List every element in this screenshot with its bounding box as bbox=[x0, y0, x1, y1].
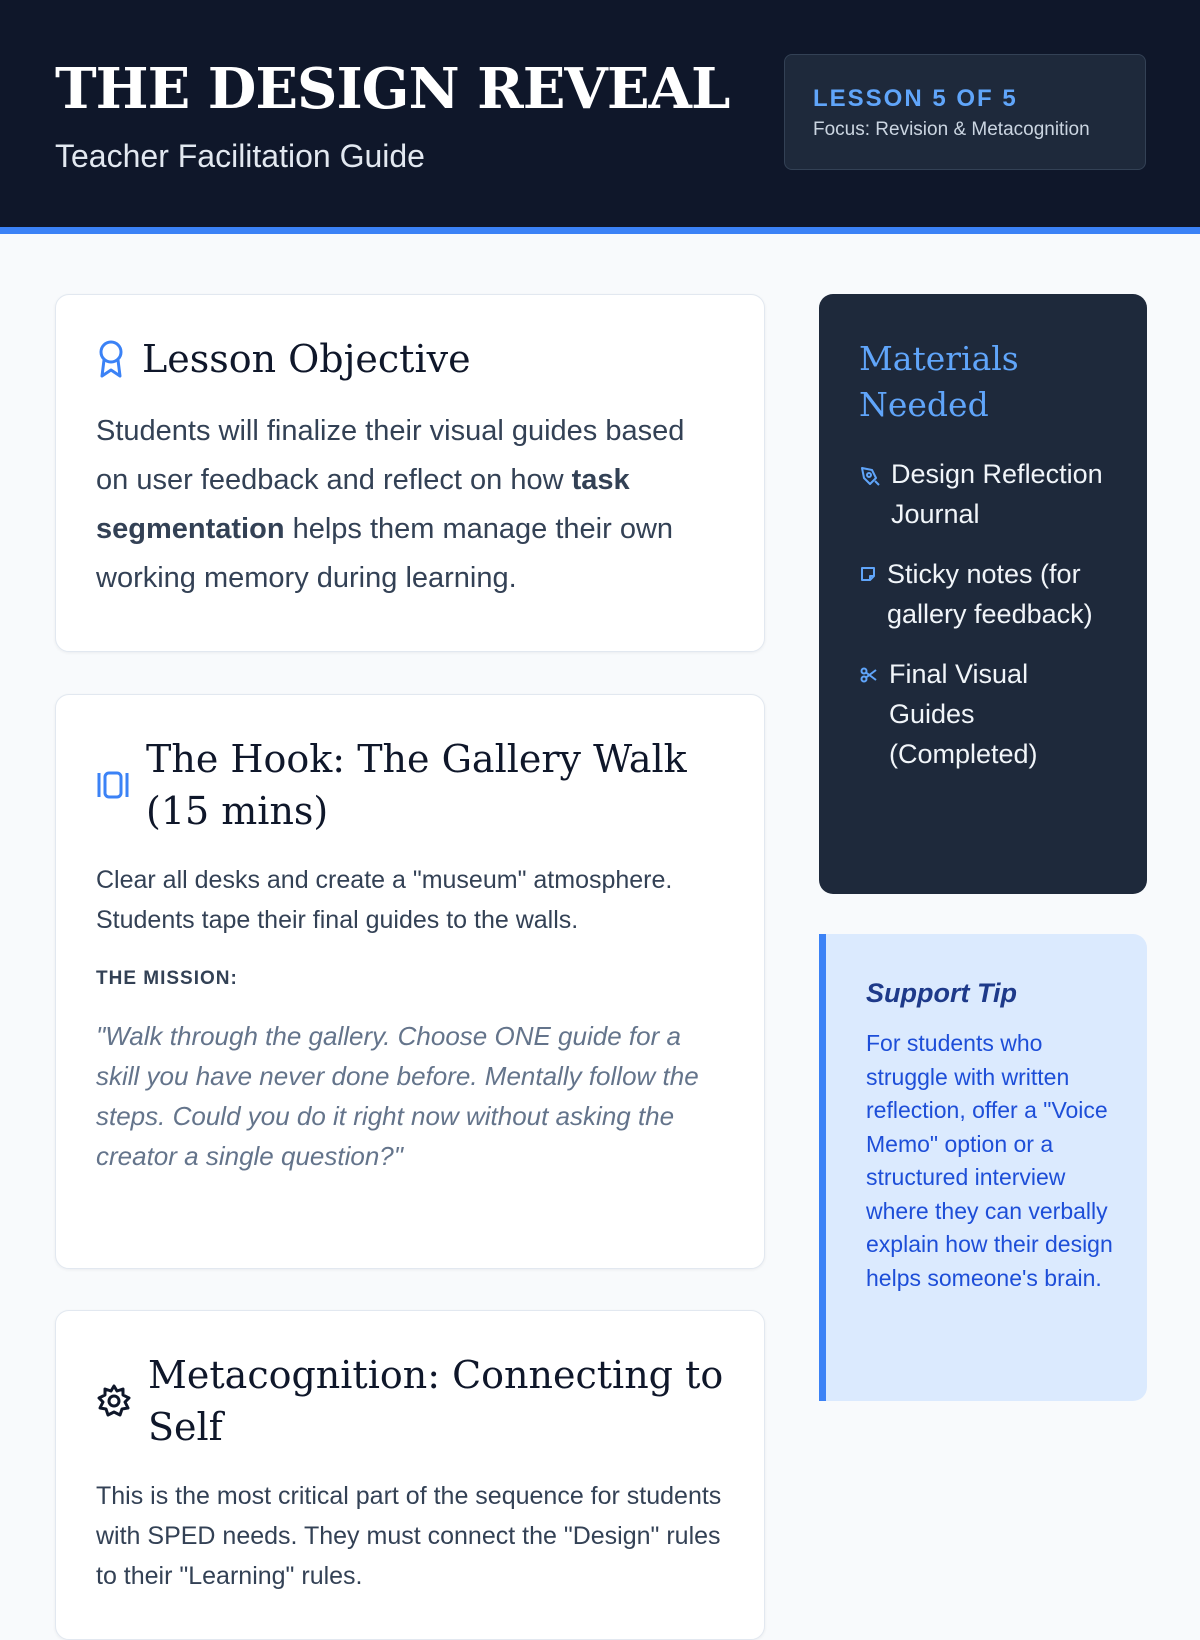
materials-panel bbox=[819, 294, 1147, 894]
hook-heading bbox=[96, 733, 724, 838]
mission-quote: "Walk through the gallery. Choose ONE guide for a skill you have never done before. Mentally follow the steps. Could you do it right now without asking the creator a single question?" bbox=[96, 1020, 699, 1171]
lesson-badge bbox=[784, 54, 1146, 170]
hook-description: Clear all desks and create a "museum" atmosphere. Students tape their final guides to the walls. bbox=[96, 865, 673, 934]
brain-gear-icon bbox=[96, 1383, 132, 1419]
lesson-focus: Focus: Revision & Metacognition bbox=[813, 119, 1090, 140]
lesson-number: LESSON 5 OF 5 bbox=[813, 85, 1018, 112]
materials-item-label: Sticky notes (for gallery feedback) bbox=[887, 559, 1093, 629]
objective-highlight: task segmentation bbox=[96, 464, 630, 546]
support-tip-callout bbox=[819, 934, 1147, 1401]
metacognition-text: This is the most critical part of the sequence for students with SPED needs. They must connect the "Design" rules to their "Learning" rules. bbox=[96, 1481, 722, 1590]
materials-item bbox=[859, 454, 1111, 534]
mission-label: THE MISSION: bbox=[96, 967, 238, 989]
metacognition-card bbox=[55, 1310, 765, 1640]
materials-title: Materials Needed bbox=[859, 339, 1019, 424]
lesson-objective-title: Lesson Objective bbox=[142, 337, 471, 381]
page-title: THE DESIGN REVEAL bbox=[55, 56, 730, 122]
materials-list bbox=[859, 454, 1111, 774]
scissors-icon bbox=[859, 665, 879, 685]
award-ribbon-icon bbox=[96, 339, 126, 379]
pen-tool-icon bbox=[859, 465, 881, 487]
page-header bbox=[0, 0, 1200, 234]
support-tip-title: Support Tip bbox=[866, 978, 1017, 1008]
materials-item-label: Design Reflection Journal bbox=[891, 459, 1103, 529]
hook-card bbox=[55, 694, 765, 1269]
page-subtitle: Teacher Facilitation Guide bbox=[55, 138, 425, 174]
materials-item bbox=[859, 554, 1111, 634]
lesson-objective-text bbox=[96, 407, 724, 603]
lesson-objective-card bbox=[55, 294, 765, 652]
objective-text-end: helps them manage their own working memory during learning. bbox=[96, 513, 674, 595]
metacognition-title: Metacognition: Connecting to Self bbox=[148, 1353, 724, 1450]
hook-title: The Hook: The Gallery Walk (15 mins) bbox=[146, 737, 687, 834]
materials-item bbox=[859, 654, 1111, 774]
materials-item-label: Final Visual Guides (Completed) bbox=[889, 659, 1038, 769]
lesson-objective-heading bbox=[96, 333, 724, 385]
objective-text-start: Students will finalize their visual guides based on user feedback and reflect on how bbox=[96, 415, 685, 497]
support-tip-text: For students who struggle with written reflection, offer a "Voice Memo" option or a structured interview where they can verbally explain how their design helps someone's brain. bbox=[866, 1030, 1113, 1291]
gallery-icon bbox=[96, 769, 130, 801]
metacognition-heading bbox=[96, 1349, 724, 1454]
sticky-note-icon bbox=[859, 565, 877, 583]
